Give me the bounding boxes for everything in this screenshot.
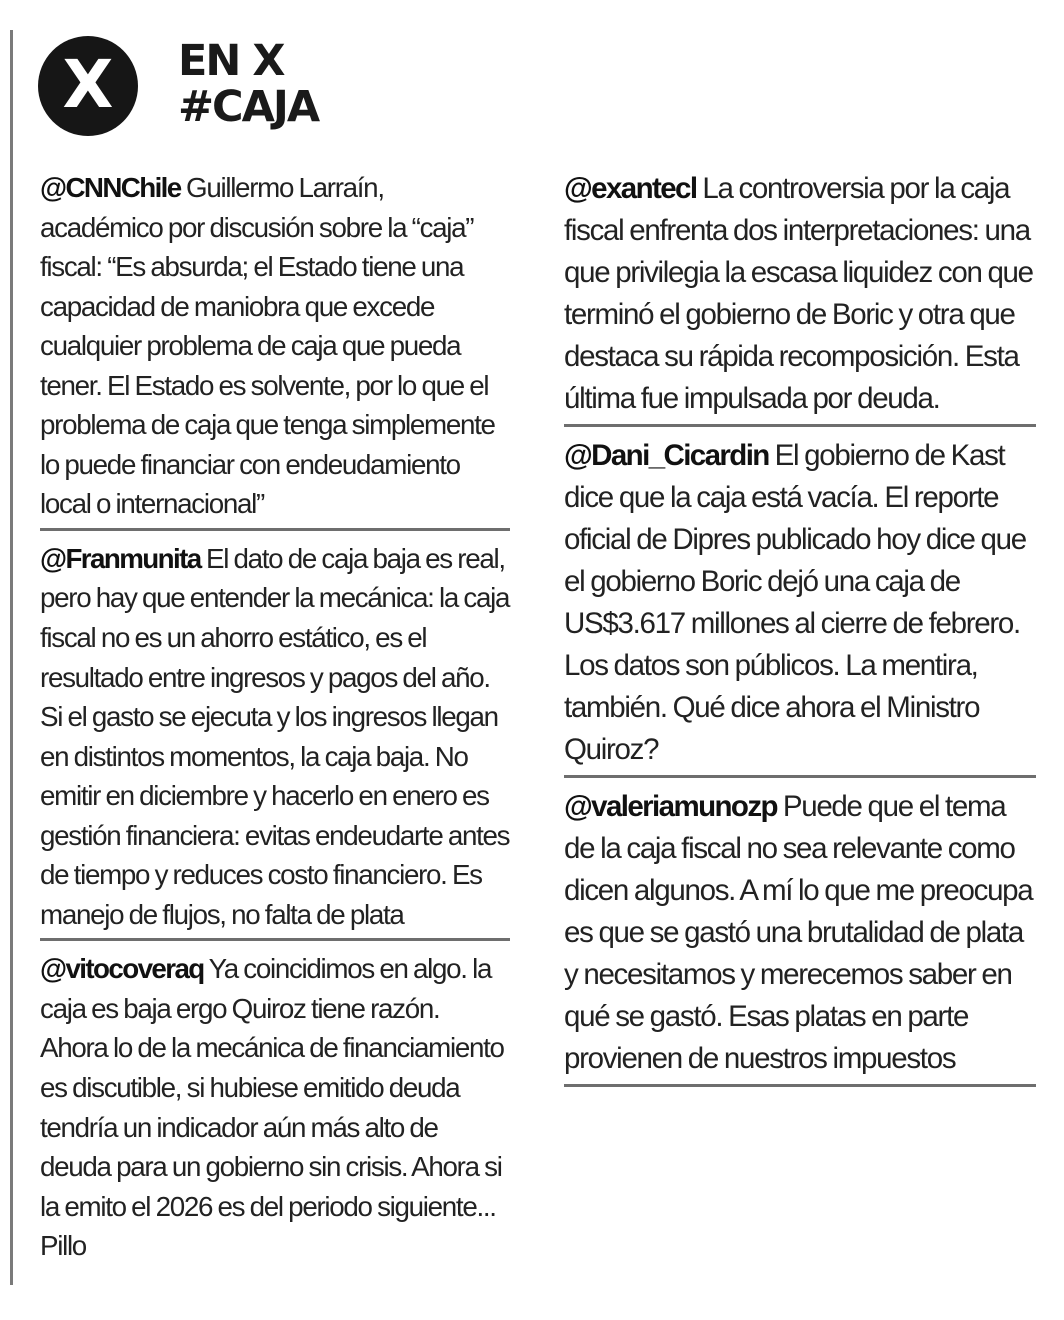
- post-text: La controversia por la caja fiscal enfrenta dos interpretaciones: una que privilegia la escasa liquidez con que terminó el gobierno de Boric y otra que destaca su rápida recomposición. Esta última fue impulsada por deuda.: [564, 172, 1033, 415]
- post-vitocoveraq: [40, 949, 510, 1265]
- post-text: El dato de caja baja es real, pero hay que entender la mecánica: la caja fiscal no es un ahorro estático, es el resultado entre ingresos y pagos del año. Si el gasto se ejecuta y los ingresos llegan en distintos momentos, la caja baja. No emitir en diciembre y hacerlo en enero es gestión financiera: evitas endeudarte antes de tiempo y reduces costo financiero. Es manejo de flujos, no falta de plata: [40, 542, 510, 930]
- post-handle[interactable]: @Franmunita: [40, 542, 201, 574]
- post-valeriamunozp: [564, 786, 1036, 1080]
- post-divider: [40, 528, 510, 531]
- post-divider: [40, 938, 510, 941]
- post-text: Ya coincidimos en algo. la caja es baja ergo Quiroz tiene razón. Ahora lo de la mecánica de financiamiento es discutible, si hubiese emitido deuda tendría un indicador aún más alto de deuda para un gobierno sin crisis. Ahora si la emito el 2026 es del periodo siguiente... Pillo: [40, 953, 504, 1262]
- section-title-hashtag: #CAJA: [178, 82, 319, 132]
- post-cnnchile: [40, 168, 510, 524]
- post-franmunita: [40, 539, 510, 934]
- post-handle[interactable]: @exantecl: [564, 172, 697, 205]
- post-divider: [564, 424, 1036, 427]
- post-handle[interactable]: @Dani_Cicardin: [564, 439, 769, 472]
- post-dani-cicardin: [564, 435, 1036, 771]
- column-left-rule: [10, 30, 13, 1285]
- post-exantecl: [564, 168, 1036, 420]
- post-handle[interactable]: @vitocoveraq: [40, 953, 204, 985]
- posts-column-right: [564, 168, 1036, 1095]
- post-divider: [564, 775, 1036, 778]
- post-text: Guillermo Larraín, académico por discusión sobre la “caja” fiscal: “Es absurda; el Estado tiene una capacidad de maniobra que excede cualquier problema de caja que pueda tener. El Estado es solvente, por lo que el problema de caja que tenga simplemente lo puede financiar con endeudamiento local o internacional”: [40, 172, 495, 520]
- post-divider: [564, 1084, 1036, 1087]
- section-title: [178, 38, 318, 130]
- posts-column-left: [40, 168, 510, 1266]
- x-logo-letter: X: [62, 46, 114, 123]
- x-logo-icon: [38, 36, 138, 136]
- post-text: Puede que el tema de la caja fiscal no sea relevante como dicen algunos. A mí lo que me preocupa es que se gastó una brutalidad de plata y necesitamos y merecemos saber en qué se gastó. Esas platas en parte provienen de nuestros impuestos: [564, 790, 1033, 1075]
- post-handle[interactable]: @CNNChile: [40, 172, 181, 203]
- post-handle[interactable]: @valeriamunozp: [564, 790, 777, 823]
- post-text: El gobierno de Kast dice que la caja está vacía. El reporte oficial de Dipres publicado hoy dice que el gobierno Boric dejó una caja de US$3.617 millones al cierre de febrero. Los datos son públicos. La mentira, también. Qué dice ahora el Ministro Quiroz?: [564, 439, 1026, 766]
- section-title-line1: EN X: [178, 36, 284, 86]
